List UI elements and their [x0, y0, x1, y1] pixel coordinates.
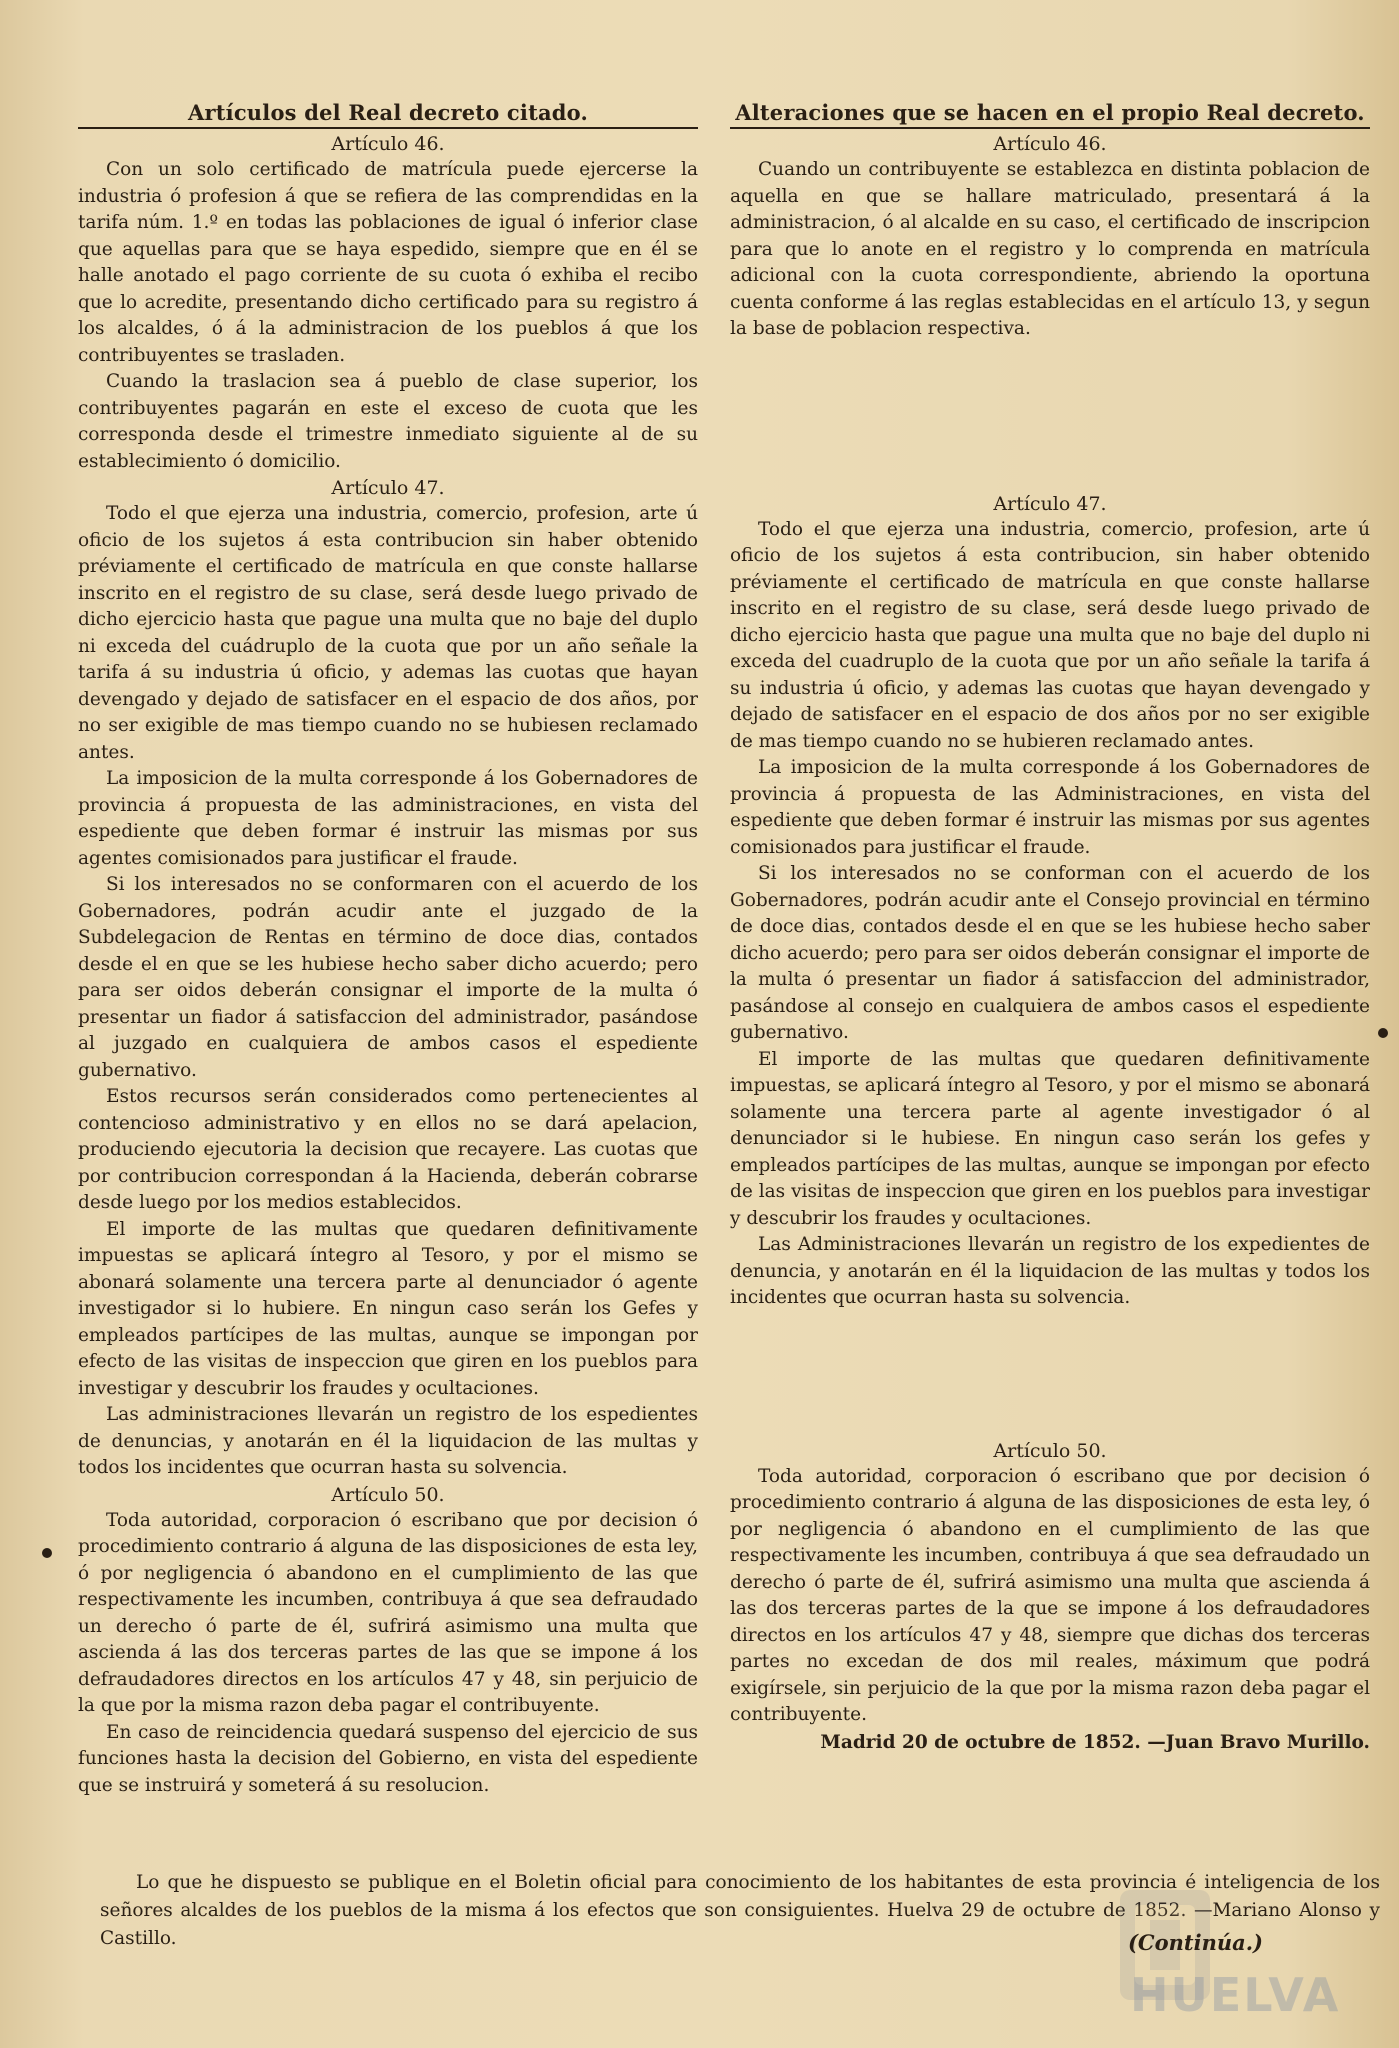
left-article-47-paragraph: Todo el que ejerza una industria, comercio, profesion, arte ú oficio de los sujetos á esta contribucion sin haber obtenido préviamente el certificado de matrícula en que conste hallarse inscrito en el registro de su clase, será desde luego privado de dicho ejercicio hasta que pague una multa que no baje del duplo ni exceda del cuádruplo de la cuota que por un año señale la tarifa á su industria ú oficio, y ademas las cuotas que hayan devengado y dejado de satisfacer en el espacio de dos años, por no ser exigible de mas tiempo cuando no se hubiesen reclamado antes.: [78, 503, 698, 763]
column-gap: [730, 343, 1370, 491]
right-article-47-paragraph: Las Administraciones llevarán un registro de los expedientes de denuncia, y anotarán en él la liquidacion de las multas y todos los incidentes que ocurran hasta su solvencia.: [730, 1234, 1370, 1308]
right-article-46-title: Artículo 46.: [993, 133, 1107, 155]
right-article-50-paragraph: Toda autoridad, corporacion ó escribano que por decision ó procedimiento contrario á alguna de las disposiciones de esta ley, ó por negligencia ó abandono en el cumplimiento de las que respectivamente les incumben, contribuya á que sea defraudado un derecho ó parte de él, sufrirá asimismo una multa que ascienda á las dos terceras partes de la que se impone á los defraudadores directos en los artículos 47 y 48, siempre que dichas dos terceras partes no excedan de dos mil reales, máximum que podrá exigírsele, sin perjuicio de la que por la misma razon deba pagar el contribuyente.: [730, 1465, 1370, 1725]
right-article-47-paragraph: El importe de las multas que quedaren definitivamente impuestas, se aplicará íntegro al Tesoro, y por el mismo se abonará solamente una tercera parte al agente investigador ó al denunciador si le hubiese. En ningun caso serán los gefes y empleados partícipes de las multas, aunque se impongan por efecto de las visitas de inspeccion que giren en los pueblos para investigar y descubrir los fraudes y ocultaciones.: [730, 1048, 1370, 1229]
left-article-50-paragraph: Toda autoridad, corporacion ó escribano que por decision ó procedimiento contrario á alguna de las disposiciones de esta ley, ó por negligencia ó abandono en el cumplimiento de las que respectivamente les incumben, contribuya á que sea defraudado un derecho ó parte de él, sufrirá asimismo una multa que ascienda á las dos terceras partes de las que se impone á los defraudadores directos en los artículos 47 y 48, sin perjuicio de la que por la misma razon deba pagar el contribuyente.: [78, 1509, 698, 1716]
left-article-46-paragraph: Cuando la traslacion sea á pueblo de clase superior, los contribuyentes pagarán en este el exceso de cuota que les corresponda desde el trimestre inmediato siguiente al de su establecimiento ó domicilio.: [78, 371, 698, 472]
left-article-47-paragraph: La imposicion de la multa corresponde á los Gobernadores de provincia á propuesta de las administraciones, en vista del espediente que deben formar é instruir las mismas por sus agentes comisionados para justificar el fraude.: [78, 768, 698, 869]
left-column: [78, 100, 698, 1799]
column-gap: [730, 1312, 1370, 1438]
left-article-47-paragraph: Si los interesados no se conformaren con el acuerdo de los Gobernadores, podrán acudir ante el juzgado de la Subdelegacion de Rentas en término de doce dias, contados desde el en que se les hubiese hecho saber dicho acuerdo; pero para ser oidos deberán consignar el importe de la multa ó presentar un fiador á satisfaccion del administrador, pasándose al juzgado en cualquiera de ambos casos el espediente gubernativo.: [78, 874, 698, 1081]
watermark-text: HUELVA: [1130, 1968, 1341, 2022]
left-article-47-paragraph: Las administraciones llevarán un registro de los espedientes de denuncias, y anotarán en él la liquidacion de las multas y todos los incidentes que ocurran hasta su solvencia.: [78, 1404, 698, 1478]
right-column: [730, 100, 1370, 1756]
left-column-header: Artículos del Real decreto citado.: [78, 100, 698, 129]
continua-label: (Continúa.): [1128, 1930, 1263, 1955]
left-article-46-title: Artículo 46.: [331, 133, 445, 155]
right-article-50-title: Artículo 50.: [993, 1439, 1107, 1462]
ink-dot-icon: [42, 1548, 52, 1558]
ink-dot-icon: [1378, 1028, 1388, 1038]
right-article-47-paragraph: Todo el que ejerza una industria, comercio, profesion, arte ú oficio de los sujetos á esta contribucion, sin haber obtenido préviamente el certificado de matrícula en que conste hallarse inscrito en el registro de su clase, será desde luego privado de dicho ejercicio hasta que pague una multa que no baje del duplo ni exceda del cuadruplo de la cuota que por un año señale la tarifa á su industria ú oficio, y ademas las cuotas que hayan devengado y dejado de satisfacer en el espacio de dos años por no ser exigible de mas tiempo cuando no se hubieren reclamado antes.: [730, 518, 1370, 752]
right-article-47-paragraph: Si los interesados no se conforman con el acuerdo de los Gobernadores, podrán acudir ante el Consejo provincial en término de doce dias, contados desde el en que se les hubiese hecho saber dicho acuerdo; pero para ser oidos deberán consignar el importe de la multa ó presentar un fiador á satisfaccion del administrador, pasándose al consejo en cualquiera de ambos casos el espediente gubernativo.: [730, 863, 1370, 1043]
signature-line: Madrid 20 de octubre de 1852. —Juan Bravo Murillo.: [820, 1731, 1370, 1753]
right-article-46-paragraph: Cuando un contribuyente se establezca en distinta poblacion de aquella en que se hallare matriculado, presentará á la administracion, ó al alcalde en su caso, el certificado de inscripcion para que lo anote en el registro y lo comprenda en matrícula adicional con la cuota correspondiente, abriendo la oportuna cuenta conforme á las reglas establecidas en el artículo 13, y segun la base de poblacion respectiva.: [730, 159, 1370, 339]
right-column-header: Alteraciones que se hacen en el propio Real decreto.: [730, 100, 1370, 129]
left-article-46-paragraph: Con un solo certificado de matrícula puede ejercerse la industria ó profesion á que se refiera de las comprendidas en la tarifa núm. 1.º en todas las poblaciones de igual ó inferior clase que aquellas para que se haya espedido, siempre que en él se halle anotado el pago corriente de su cuota ó exhiba el recibo que lo acredite, presentando dicho certificado para su registro á los alcaldes, ó á la administracion de los pueblos á que los contribuyentes se trasladen.: [78, 159, 698, 366]
left-article-47-paragraph: El importe de las multas que quedaren definitivamente impuestas se aplicará íntegro al Tesoro, y por el mismo se abonará solamente una tercera parte al denunciador ó agente investigador si lo hubiere. En ningun caso serán los Gefes y empleados partícipes de las multas, aunque se impongan por efecto de las visitas de inspeccion que giren en los pueblos para investigar y descubrir los fraudes y ocultaciones.: [78, 1218, 698, 1399]
left-article-50-title: Artículo 50.: [331, 1483, 445, 1506]
right-article-47-paragraph: La imposicion de la multa corresponde á los Gobernadores de provincia á propuesta de las Administraciones, en vista del espediente que deben formar é instruir las mismas por sus agentes comisionados para justificar el fraude.: [730, 757, 1370, 858]
left-article-50-paragraph: En caso de reincidencia quedará suspenso del ejercicio de sus funciones hasta la decision del Gobierno, en vista del espediente que se instruirá y someterá á su resolucion.: [78, 1721, 698, 1796]
right-article-47-title: Artículo 47.: [993, 492, 1107, 515]
left-article-47-title: Artículo 47.: [331, 477, 445, 499]
closing-paragraph: Lo que he dispuesto se publique en el Boletin oficial para conocimiento de los habitantes de esta provincia é inteligencia de los señores alcaldes de los pueblos de la misma á los efectos que son consiguientes. Huelva 29 de octubre de 1852. —Mariano Alonso y Castillo.: [100, 1871, 1380, 1949]
left-article-47-paragraph: Estos recursos serán considerados como pertenecientes al contencioso administrativo y en ellos no se dará apelacion, produciendo ejecutoria la decision que recayere. Las cuotas que por contribucion correspondan á la Hacienda, deberán cobrarse desde luego por los medios establecidos.: [78, 1086, 698, 1213]
